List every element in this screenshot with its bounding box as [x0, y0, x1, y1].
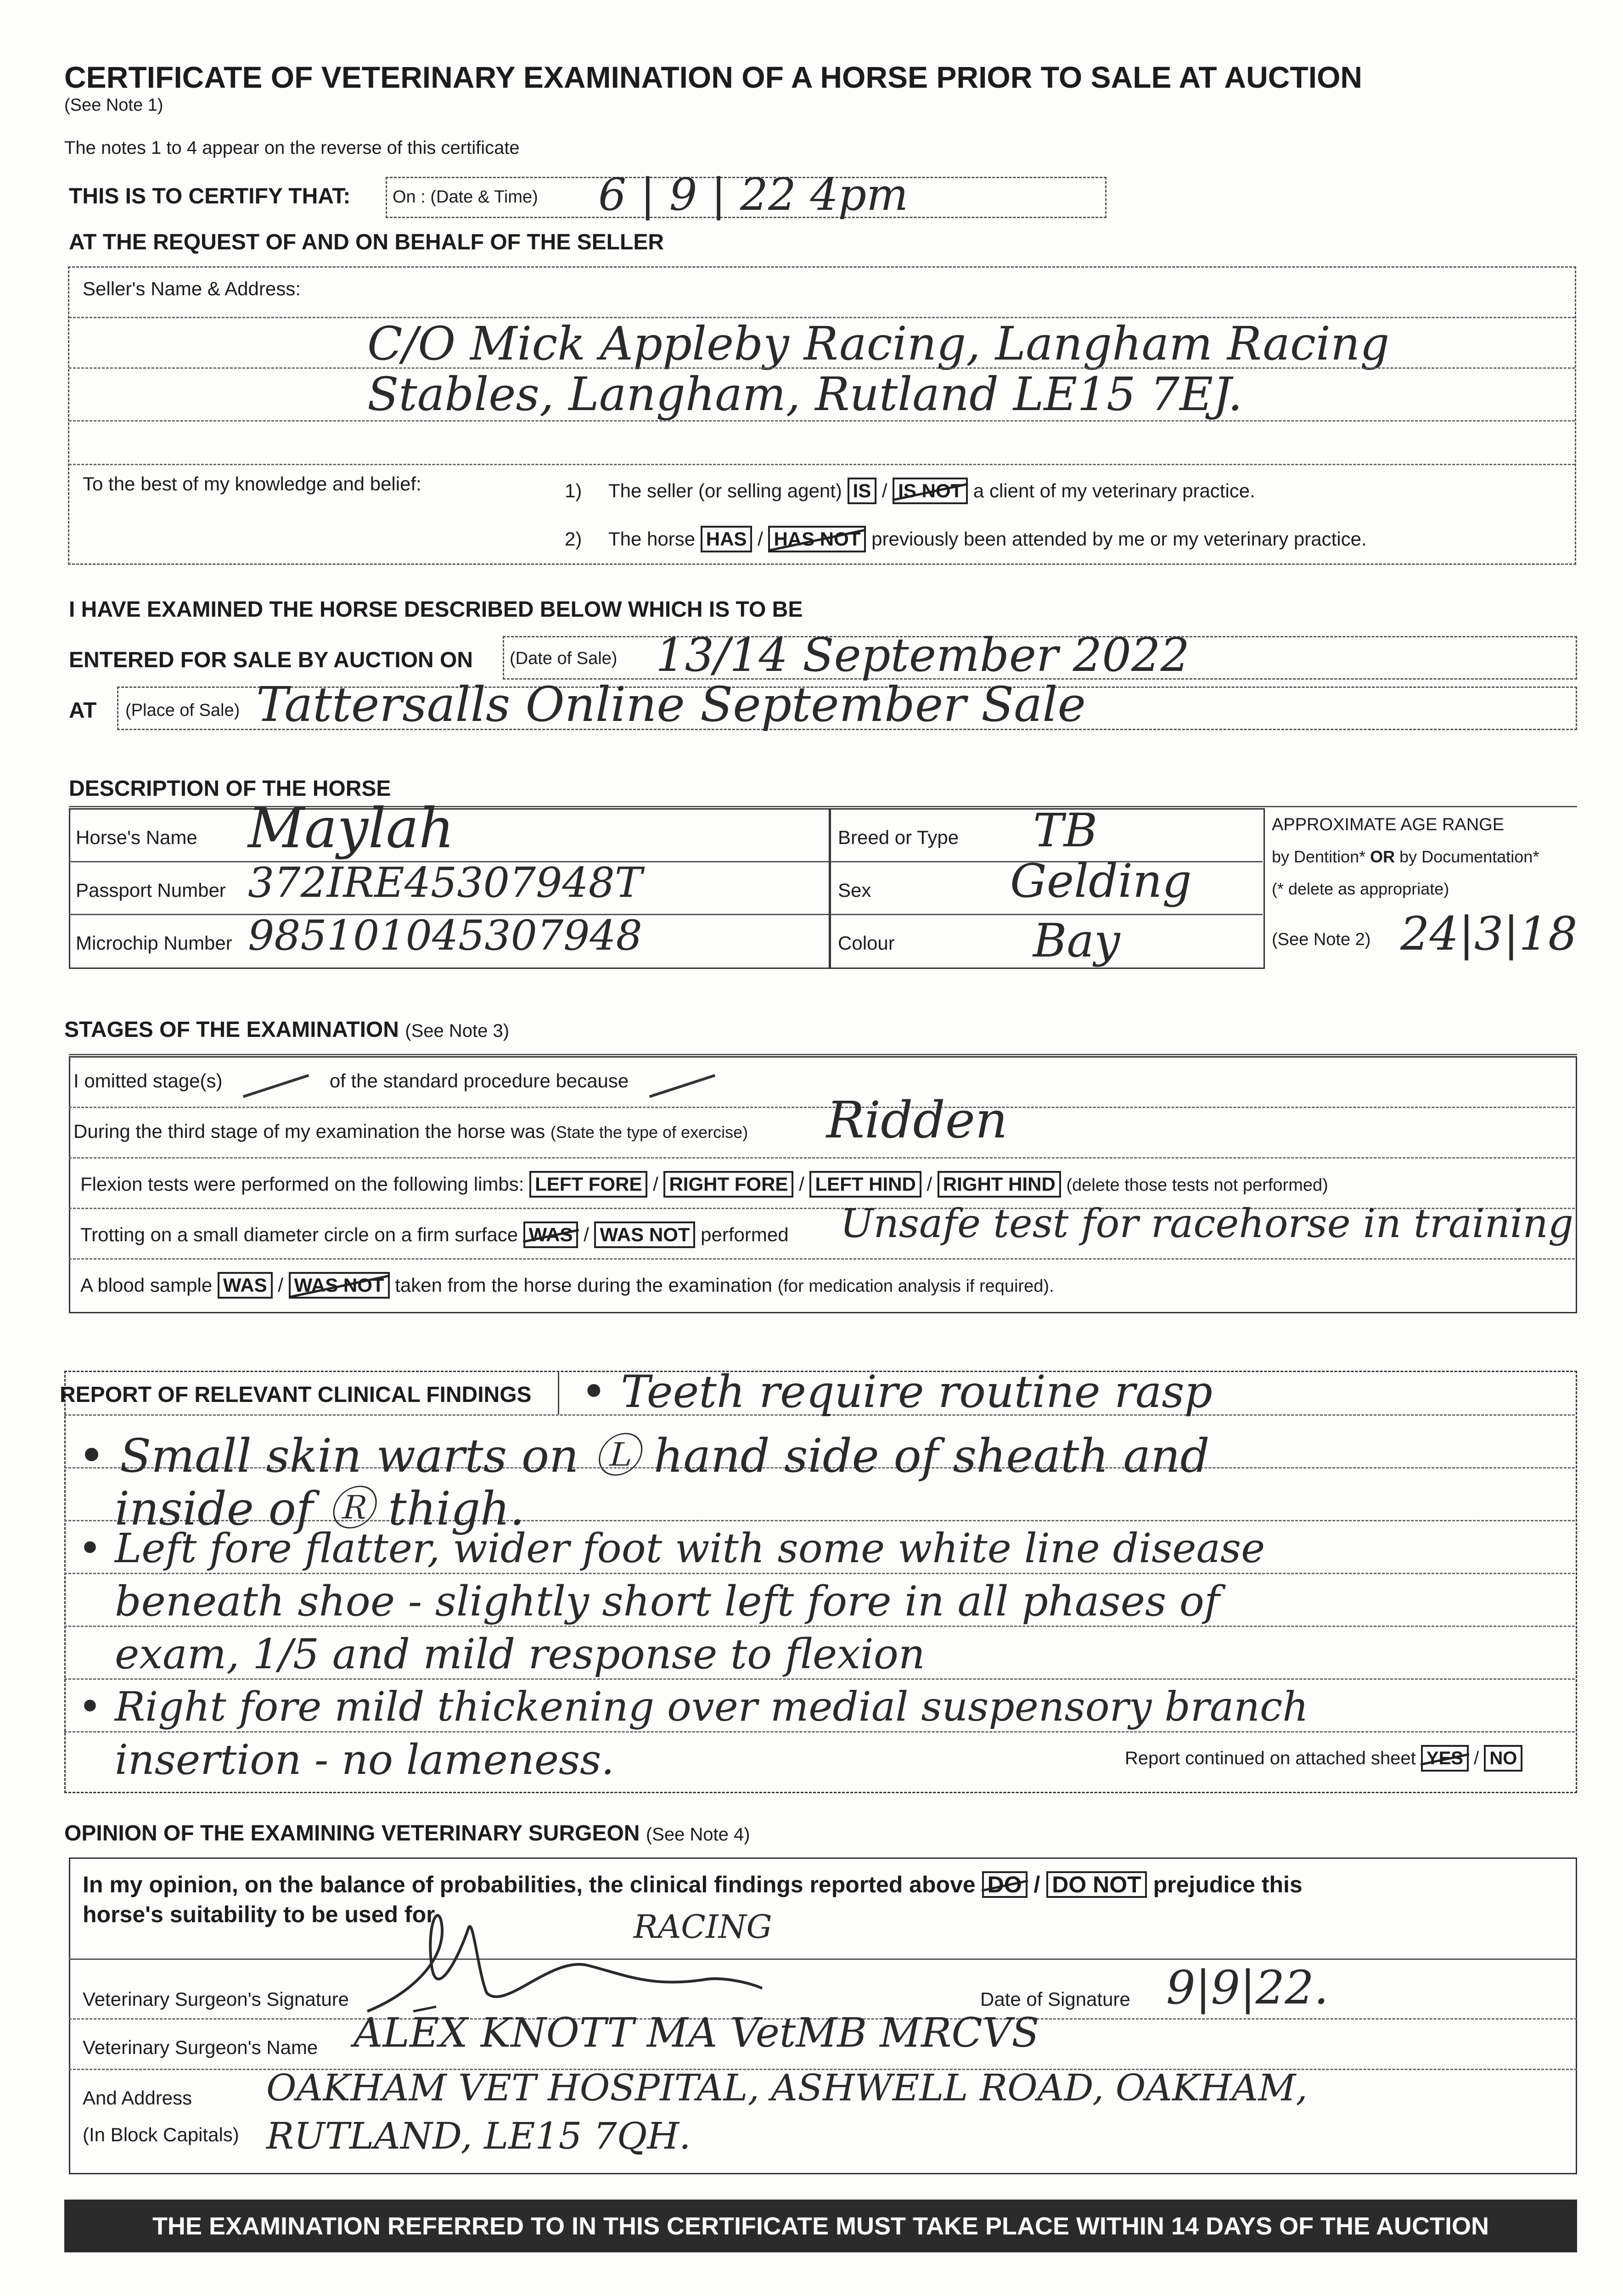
breed-label: Breed or Type [838, 827, 959, 848]
horse-has-option[interactable]: HAS [701, 526, 753, 552]
microchip-value[interactable]: 985101045307948 [248, 912, 642, 960]
omitted-stages-row [73, 1070, 730, 1092]
age-see-note-2: (See Note 2) [1272, 930, 1371, 949]
stages-heading-note: (See Note 3) [405, 1021, 510, 1041]
opinion-heading [64, 1821, 750, 1846]
seller-is-option[interactable]: IS [848, 478, 877, 504]
finding-line-4[interactable]: beneath shoe - slightly short left fore in all phases of [115, 1577, 1220, 1626]
surgeon-name-label: Veterinary Surgeon's Name [83, 2037, 318, 2058]
continued-no-option[interactable]: NO [1484, 1745, 1522, 1772]
certify-label: THIS IS TO CERTIFY THAT: [69, 184, 351, 208]
stages-heading-text: STAGES OF THE EXAMINATION [64, 1018, 399, 1042]
blood-label: A blood sample [80, 1274, 213, 1296]
continued-yes-option[interactable]: YES [1421, 1745, 1469, 1772]
trot-reason-value[interactable]: Unsafe test for racehorse in training [840, 1201, 1573, 1247]
passport-value[interactable]: 372IRE45307948T [248, 859, 642, 907]
flexion-right-fore[interactable]: RIGHT FORE [663, 1171, 793, 1198]
sale-entered-label: ENTERED FOR SALE BY AUCTION ON [69, 648, 473, 672]
seller-address-line2[interactable]: Stables, Langham, Rutland LE15 7EJ. [367, 367, 1243, 421]
stages-heading [64, 1017, 509, 1042]
opinion-text-line1: In my opinion, on the balance of probabilities, the clinical findings reported above DO / DO NOT prejudice this [83, 1872, 1303, 1897]
examined-heading: I HAVE EXAMINED THE HORSE DESCRIBED BELOW WHICH IS TO BE [69, 597, 803, 622]
flexion-label: Flexion tests were performed on the following limbs: [80, 1173, 524, 1195]
blood-note: (for medication analysis if required). [777, 1277, 1054, 1296]
sale-at-label: AT [69, 698, 97, 723]
age-range-methods [1272, 847, 1539, 867]
separator: / [882, 480, 887, 501]
horse-has-not-option[interactable]: HAS NOT [768, 526, 866, 552]
flexion-delete-note: (delete those tests not performed) [1066, 1176, 1328, 1195]
horse-name-label: Horse's Name [76, 827, 197, 848]
item-text: previously been attended by me or my veterinary practice. [871, 528, 1367, 550]
finding-line-5[interactable]: exam, 1/5 and mild response to flexion [115, 1630, 925, 1678]
trot-label: Trotting on a small diameter circle on a firm surface [80, 1224, 518, 1245]
opinion-heading-text: OPINION OF THE EXAMINING VETERINARY SURGEON [64, 1821, 640, 1846]
finding-line-3[interactable]: • Left fore flatter, wider foot with some white line disease [78, 1525, 1265, 1572]
address-value-line2[interactable]: RUTLAND, LE15 7QH. [266, 2115, 691, 2157]
finding-line-1[interactable]: • Small skin warts on Ⓛ hand side of sheath and [78, 1429, 1210, 1483]
blood-taken-text: taken from the horse during the examination [395, 1274, 773, 1296]
blood-was-not-option[interactable]: WAS NOT [289, 1272, 390, 1299]
exam-datetime-value: 6 | 9 | 22 4pm [598, 169, 909, 220]
opinion-heading-note: (See Note 4) [646, 1824, 750, 1845]
seller-label: Seller's Name & Address: [83, 278, 301, 299]
footer-text: THE EXAMINATION REFERRED TO IN THIS CERTIFICATE MUST TAKE PLACE WITHIN 14 DAYS OF THE AUCTION [152, 2212, 1489, 2240]
or-text: OR [1370, 847, 1395, 866]
omitted-pre-text: I omitted stage(s) [73, 1070, 223, 1092]
item-number: 1) [565, 480, 582, 501]
signature-label: Veterinary Surgeon's Signature [83, 1988, 349, 2010]
opinion-text: In my opinion, on the balance of probabilities, the clinical findings reported above [83, 1872, 976, 1897]
seller-address-line1[interactable]: C/O Mick Appleby Racing, Langham Racing [367, 317, 1390, 371]
trot-row: Trotting on a small diameter circle on a firm surface WAS / WAS NOT performed [80, 1221, 789, 1248]
flexion-left-hind[interactable]: LEFT HIND [809, 1171, 921, 1198]
date-signature-value[interactable]: 9|9|22. [1166, 1961, 1329, 2015]
surgeon-name-value[interactable]: ALEX KNOTT MA VetMB MRCVS [354, 2009, 1039, 2056]
findings-heading: REPORT OF RELEVANT CLINICAL FINDINGS [60, 1383, 532, 1407]
documentation-option[interactable]: by Documentation* [1399, 847, 1539, 866]
third-stage-label: During the third stage of my examination the horse was [73, 1120, 545, 1142]
notes-reverse-text: The notes 1 to 4 appear on the reverse of this certificate [64, 138, 520, 158]
address-label: And Address [83, 2087, 192, 2109]
horse-name-value[interactable]: Maylah [248, 797, 455, 861]
sale-date-value: 13/14 September 2022 [656, 628, 1190, 682]
sale-place-value: Tattersalls Online September Sale [256, 676, 1086, 732]
request-heading: AT THE REQUEST OF AND ON BEHALF OF THE SELLER [69, 230, 664, 254]
opinion-text-line2: horse's suitability to be used for [83, 1902, 435, 1927]
opinion-do-not-option[interactable]: DO NOT [1046, 1871, 1146, 1898]
colour-label: Colour [838, 932, 895, 954]
finding-line-2[interactable]: inside of Ⓡ thigh. [115, 1482, 525, 1536]
separator: / [758, 528, 763, 550]
footer-banner [64, 2200, 1577, 2252]
opinion-do-option[interactable]: DO [982, 1871, 1028, 1898]
breed-value[interactable]: TB [1033, 804, 1098, 857]
address-value-line1[interactable]: OAKHAM VET HOSPITAL, ASHWELL ROAD, OAKHAM, [266, 2066, 1308, 2109]
flexion-row: Flexion tests were performed on the following limbs: LEFT FORE / RIGHT FORE / LEFT HIND / RIGHT HIND (delete those tests not performed) [80, 1171, 1328, 1198]
sale-date-field[interactable] [503, 628, 1577, 682]
finding-line-7[interactable]: insertion - no lameness. [115, 1736, 614, 1784]
trot-was-not-option[interactable]: WAS NOT [594, 1221, 695, 1248]
report-continued-row: Report continued on attached sheet YES / NO [1125, 1745, 1522, 1772]
item-text: The horse [608, 528, 696, 550]
certificate-title: CERTIFICATE OF VETERINARY EXAMINATION OF A HORSE PRIOR TO SALE AT AUCTION [64, 60, 1363, 94]
date-signature-label: Date of Signature [980, 1988, 1130, 2010]
third-stage-value[interactable]: Ridden [826, 1091, 1008, 1149]
opinion-text-post: prejudice this [1153, 1872, 1303, 1897]
report-continued-label: Report continued on attached sheet [1125, 1748, 1416, 1768]
sex-value[interactable]: Gelding [1010, 854, 1192, 908]
trot-performed-text: performed [701, 1224, 789, 1245]
trot-was-option[interactable]: WAS [523, 1221, 578, 1248]
address-block-capitals-note: (In Block Capitals) [83, 2124, 239, 2145]
sale-place-field[interactable] [117, 676, 1577, 732]
blood-row: A blood sample WAS / WAS NOT taken from the horse during the examination (for medication analysis if required). [80, 1272, 1054, 1299]
description-heading: DESCRIPTION OF THE HORSE [69, 777, 391, 801]
flexion-right-hind[interactable]: RIGHT HIND [938, 1171, 1061, 1198]
item-number: 2) [565, 528, 582, 550]
exam-datetime-label: On : (Date & Time) [393, 187, 538, 207]
signature-mark[interactable] [358, 1901, 771, 2020]
age-delete-note: (* delete as appropriate) [1272, 879, 1449, 898]
flexion-left-fore[interactable]: LEFT FORE [529, 1171, 647, 1198]
knowledge-label: To the best of my knowledge and belief: [83, 473, 421, 495]
item-text: The seller (or selling agent) [608, 480, 842, 501]
sale-place-label: (Place of Sale) [125, 701, 240, 720]
seller-is-not-option[interactable]: IS NOT [893, 478, 968, 504]
finding-line-0[interactable]: • Teeth require routine rasp [581, 1366, 1213, 1418]
item-text: a client of my veterinary practice. [973, 480, 1255, 501]
third-stage-row [73, 1120, 748, 1142]
dentition-option[interactable]: by Dentition* [1272, 847, 1366, 866]
microchip-label: Microchip Number [76, 932, 232, 954]
passport-label: Passport Number [76, 879, 226, 901]
intended-use-value[interactable]: RACING [634, 1908, 772, 1946]
exam-datetime-field[interactable] [386, 169, 1106, 220]
colour-value[interactable]: Bay [1033, 914, 1120, 968]
finding-line-6[interactable]: • Right fore mild thickening over medial suspensory branch [78, 1683, 1309, 1730]
omitted-mid-text: of the standard procedure because [329, 1070, 629, 1092]
knowledge-item-1 [565, 478, 1255, 504]
age-range-heading: APPROXIMATE AGE RANGE [1272, 815, 1505, 834]
age-value[interactable]: 24|3|18 [1400, 907, 1578, 961]
blood-was-option[interactable]: WAS [218, 1272, 273, 1299]
sex-label: Sex [838, 879, 871, 901]
knowledge-item-2 [565, 526, 1367, 552]
sale-date-label: (Date of Sale) [510, 649, 618, 668]
third-stage-note: (State the type of exercise) [550, 1123, 748, 1142]
see-note-1: (See Note 1) [64, 96, 163, 115]
